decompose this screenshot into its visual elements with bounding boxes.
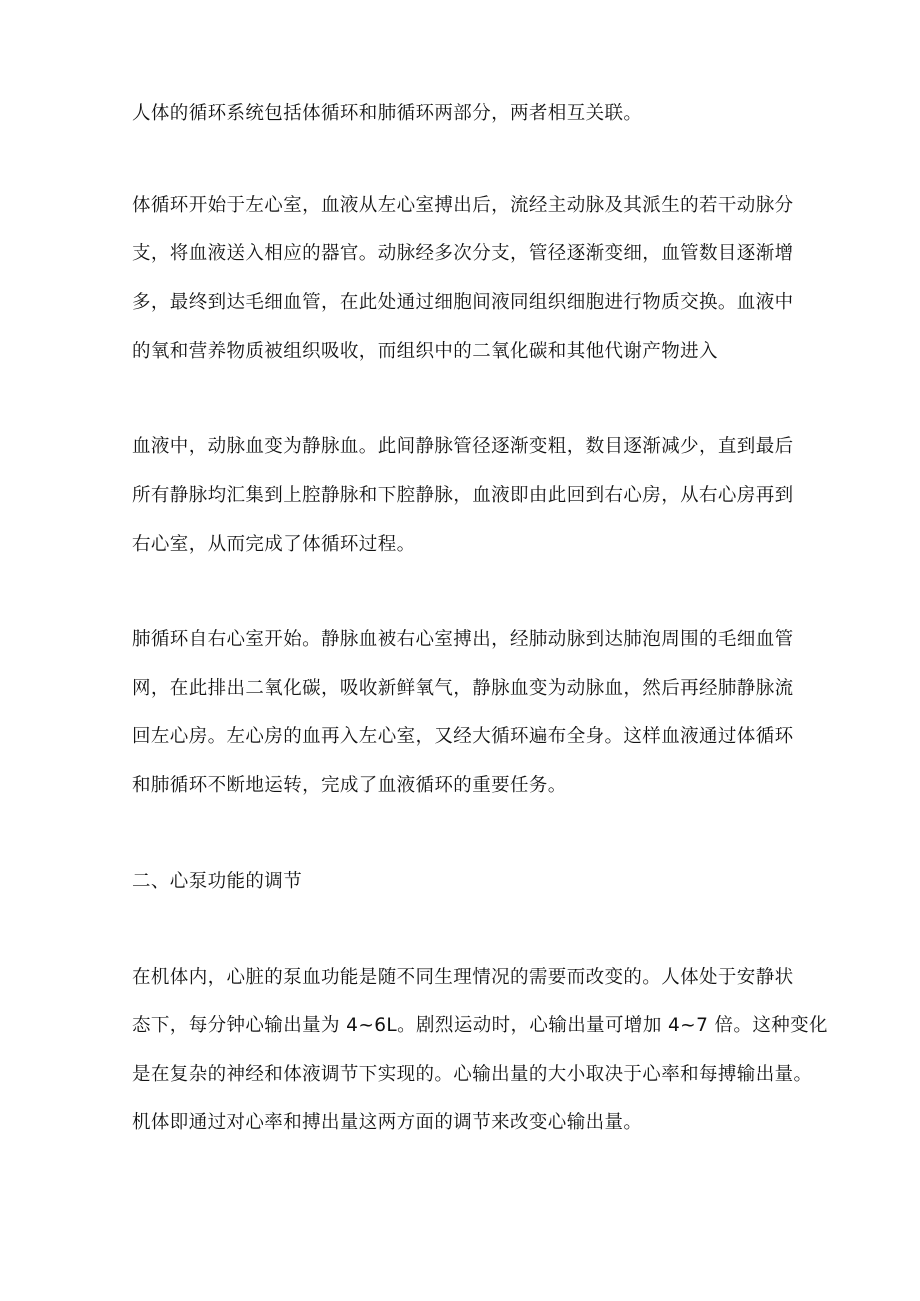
- text-line: 回左心房。左心房的血再入左心室，又经大循环遍布全身。这样血液通过体循环: [132, 726, 794, 747]
- text-line: 人体的循环系统包括体循环和肺循环两部分，两者相互关联。: [132, 103, 643, 124]
- text-line: 多，最终到达毛细血管，在此处通过细胞间液同组织细胞进行物质交换。血液中: [132, 292, 794, 313]
- text-line: 肺循环自右心室开始。静脉血被右心室搏出，经肺动脉到达肺泡周围的毛细血管: [132, 629, 794, 650]
- text-line: 所有静脉均汇集到上腔静脉和下腔静脉，血液即由此回到右心房，从右心房再到: [132, 485, 794, 506]
- text-line: 网，在此排出二氧化碳，吸收新鲜氧气，静脉血变为动脉血，然后再经肺静脉流: [132, 678, 794, 699]
- text-line: 在机体内，心脏的泵血功能是随不同生理情况的需要而改变的。人体处于安静状: [132, 967, 794, 988]
- text-line: 右心室，从而完成了体循环过程。: [132, 534, 416, 555]
- text-line: 态下，每分钟心输出量为 4~6L。剧烈运动时，心输出量可增加 4~7 倍。这种变化: [132, 1015, 828, 1036]
- section-heading: 二、心泵功能的调节: [132, 871, 303, 892]
- text-line: 和肺循环不断地运转，完成了血液循环的重要任务。: [132, 775, 567, 796]
- text-line: 体循环开始于左心室，血液从左心室搏出后，流经主动脉及其派生的若干动脉分: [132, 195, 794, 216]
- text-line: 机体即通过对心率和搏出量这两方面的调节来改变心输出量。: [132, 1112, 643, 1133]
- text-line: 是在复杂的神经和体液调节下实现的。心输出量的大小取决于心率和每搏输出量。: [132, 1064, 813, 1085]
- text-line: 的氧和营养物质被组织吸收，而组织中的二氧化碳和其他代谢产物进入: [132, 341, 718, 362]
- text-line: 支，将血液送入相应的器官。动脉经多次分支，管径逐渐变细，血管数目逐渐增: [132, 243, 794, 264]
- text-line: 血液中，动脉血变为静脉血。此间静脉管径逐渐变粗，数目逐渐减少，直到最后: [132, 436, 794, 457]
